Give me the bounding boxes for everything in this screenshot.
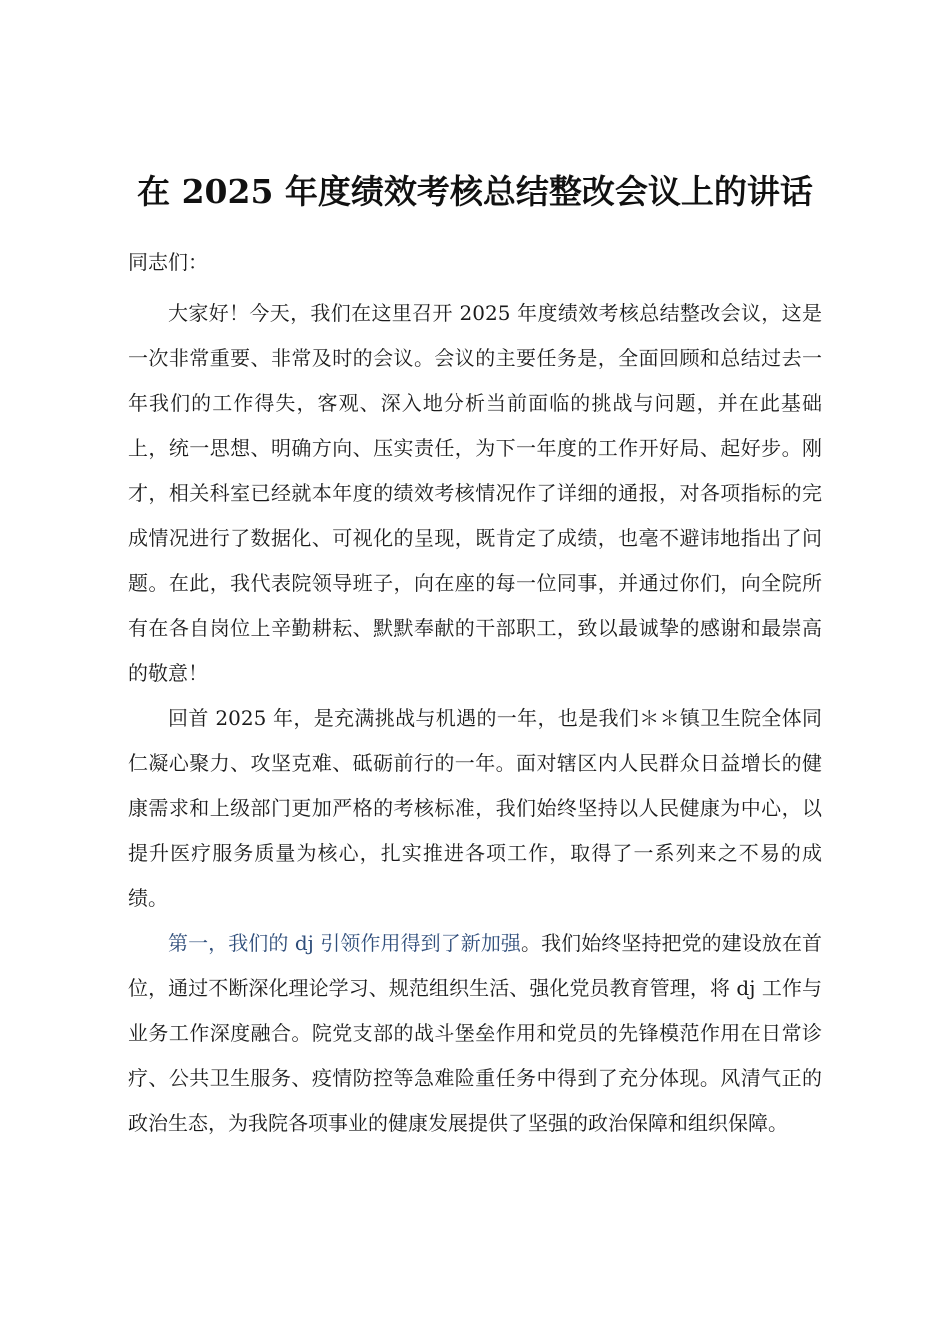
document-body [128,240,822,1146]
salutation: 同志们： [128,250,208,274]
page-title: 在 2025 年度绩效考核总结整改会议上的讲话 [137,172,813,211]
paragraph-review: 回首 2025 年，是充满挑战与机遇的一年，也是我们＊＊镇卫生院全体同仁凝心聚力、攻坚克难、砥砺前行的一年。面对辖区内人民群众日益增长的健康需求和上级部门更加严格的考核标准，我们始终坚持以人民健康为中心，以提升医疗服务质量为核心，扎实推进各项工作，取得了一系列来之不易的成绩。 [128,706,822,910]
section-body: 。我们始终坚持把党的建设放在首位，通过不断深化理论学习、规范组织生活、强化党员教育管理，将 dj 工作与业务工作深度融合。院党支部的战斗堡垒作用和党员的先锋模范作用在日常诊疗、公共卫生服务、疫情防控等急难险重任务中得到了充分体现。风清气正的政治生态，为我院各项事业的健康发展提供了坚强的政治保障和组织保障。 [128,931,823,1135]
paragraph-opening: 大家好！今天，我们在这里召开 2025 年度绩效考核总结整改会议，这是一次非常重要、非常及时的会议。会议的主要任务是，全面回顾和总结过去一年我们的工作得失，客观、深入地分析当前面临的挑战与问题，并在此基础上，统一思想、明确方向、压实责任，为下一年度的工作开好局、起好步。刚才，相关科室已经就本年度的绩效考核情况作了详细的通报，对各项指标的完成情况进行了数据化、可视化的呈现，既肯定了成绩，也毫不避讳地指出了问题。在此，我代表院领导班子，向在座的每一位同事，并通过你们，向全院所有在各自岗位上辛勤耕耘、默默奉献的干部职工，致以最诚挚的感谢和最崇高的敬意！ [128,301,822,685]
paragraph-first-point [128,921,822,1146]
section-heading: 第一，我们的 dj 引领作用得到了新加强 [168,931,522,955]
